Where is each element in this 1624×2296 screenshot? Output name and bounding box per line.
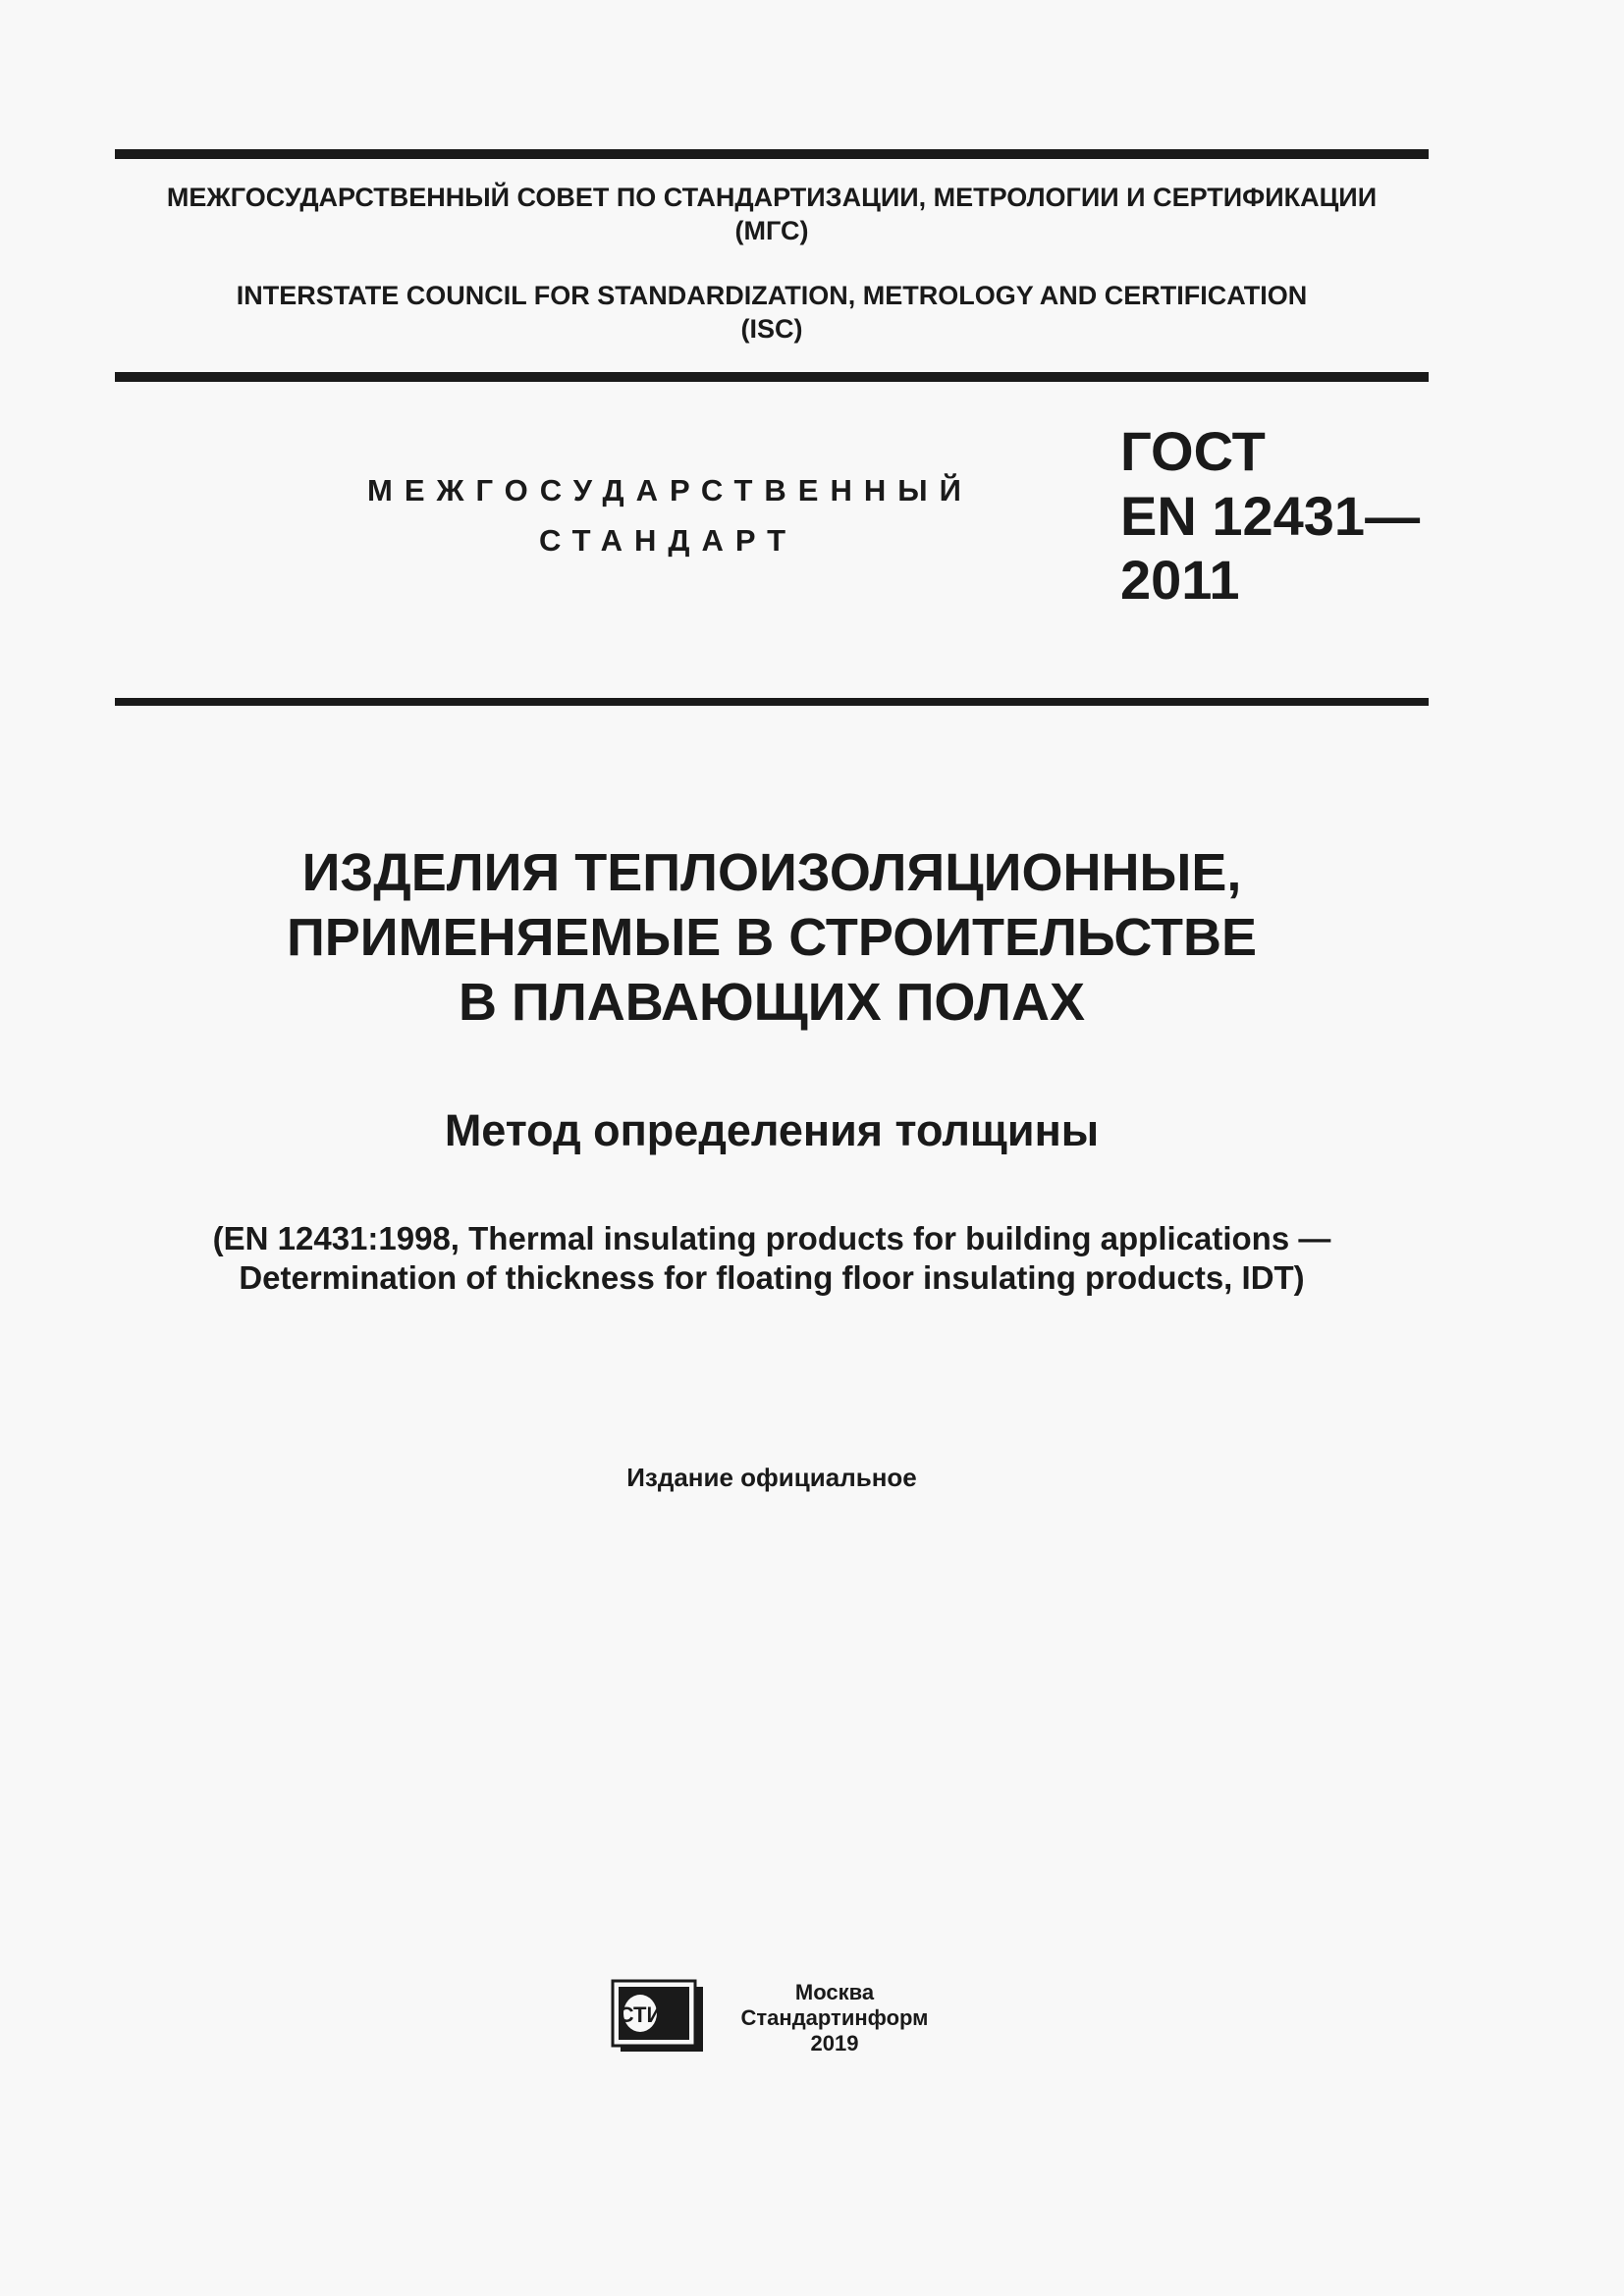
publisher-logo-text: СТИ [618, 2002, 663, 2027]
standard-type-line-1: МЕЖГОСУДАРСТВЕННЫЙ [367, 473, 973, 507]
council-name-en: INTERSTATE COUNCIL FOR STANDARDIZATION, METROLOGY AND CERTIFICATION [236, 281, 1308, 310]
publisher-logo-icon [611, 1979, 705, 2054]
en-reference-line-2: Determination of thickness for floating floor insulating products, IDT) [239, 1259, 1305, 1296]
document-subtitle: Метод определения толщины [444, 1105, 1100, 1155]
publication-year: 2019 [810, 2031, 859, 2056]
designation-line-2: EN 12431— [1120, 485, 1421, 547]
en-reference-line-1: (EN 12431:1998, Thermal insulating products for building applications — [212, 1220, 1331, 1256]
document-title-line-2: ПРИМЕНЯЕМЫЕ В СТРОИТЕЛЬСТВЕ [286, 908, 1258, 967]
publisher-name: Стандартинформ [740, 2005, 929, 2030]
council-abbr-en: (ISC) [740, 314, 803, 344]
publisher-city: Москва [794, 1980, 875, 2004]
header-divider [115, 698, 1429, 706]
council-abbr-ru: (МГС) [734, 216, 809, 245]
document-title-line-1: ИЗДЕЛИЯ ТЕПЛОИЗОЛЯЦИОННЫЕ, [301, 843, 1242, 902]
top-divider [115, 149, 1429, 159]
edition-label: Издание официальное [626, 1463, 917, 1492]
designation-line-3: 2011 [1120, 549, 1240, 611]
designation-line-1: ГОСТ [1120, 420, 1266, 482]
council-divider [115, 372, 1429, 382]
document-title-line-3: В ПЛАВАЮЩИХ ПОЛАХ [459, 973, 1085, 1032]
council-name-ru: МЕЖГОСУДАРСТВЕННЫЙ СОВЕТ ПО СТАНДАРТИЗАЦИИ, МЕТРОЛОГИИ И СЕРТИФИКАЦИИ [166, 183, 1378, 212]
standard-type-line-2: СТАНДАРТ [539, 523, 798, 558]
